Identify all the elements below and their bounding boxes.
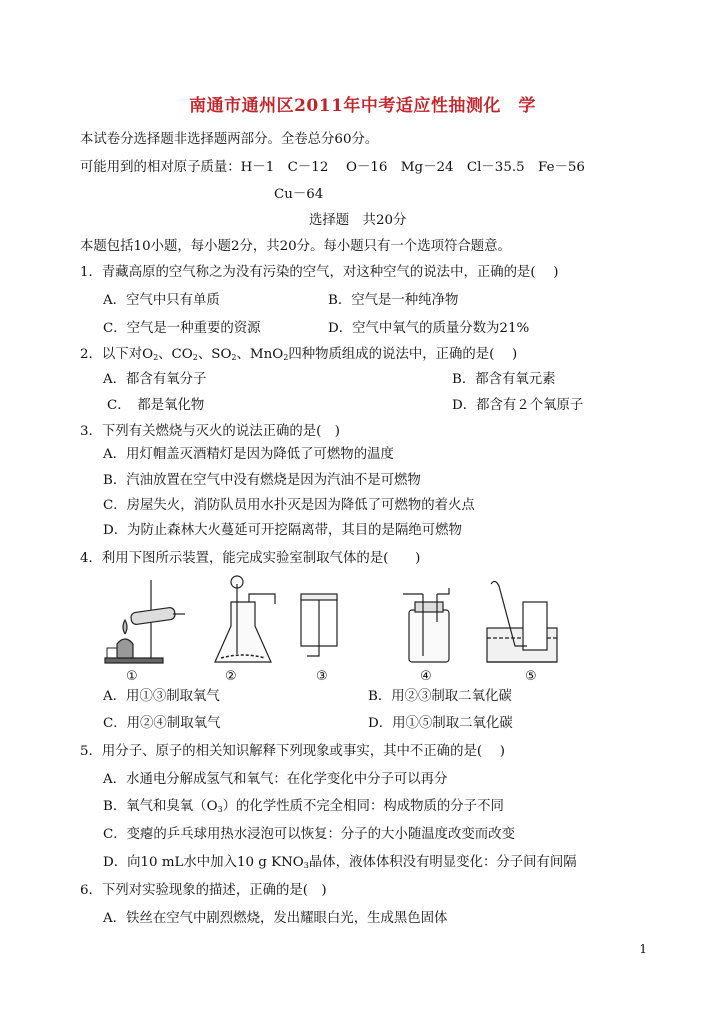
q3-option-a: A．用灯帽盖灭酒精灯是因为降低了可燃物的温度 bbox=[103, 447, 394, 462]
question-2: 2．以下对$O_2$、$CO_2$、$SO_2$、MnO$_2$四种物质组成的说法中，正确的是( ) bbox=[80, 347, 518, 362]
apparatus-3-drawing bbox=[301, 594, 337, 656]
q4-option-b: B．用②③制取二氧化碳 bbox=[368, 689, 512, 704]
atomic-mass-cont: Cu－64 bbox=[274, 187, 324, 202]
section-heading: 选择题 共20分 bbox=[309, 213, 407, 228]
question-1: 1．青藏高原的空气称之为没有污染的空气，对这种空气的说法中，正确的是( ) bbox=[80, 265, 559, 280]
q5-option-b: B．氧气和臭氧$(O_3)$的化学性质不完全相同：构成物质的分子不同 bbox=[103, 799, 504, 814]
question-6: 6．下列对实验现象的描述，正确的是( ) bbox=[80, 883, 327, 898]
q3-option-b: B．汽油放置在空气中没有燃烧是因为汽油不是可燃物 bbox=[103, 473, 421, 488]
q1-option-a: A．空气中只有单质 bbox=[103, 293, 220, 308]
q5-option-c: C．变瘪的乒乓球用热水浸泡可以恢复：分子的大小随温度改变而改变 bbox=[103, 827, 515, 842]
label-apparatus-1: ① bbox=[126, 669, 138, 684]
q1-option-b: B．空气是一种纯净物 bbox=[328, 293, 459, 308]
q6-option-a: A．铁丝在空气中剧烈燃烧，发出耀眼白光，生成黑色固体 bbox=[103, 911, 448, 926]
page-number: 1 bbox=[639, 942, 647, 956]
q4-option-d: D．用①⑤制取二氧化碳 bbox=[368, 716, 513, 731]
q2-option-d: D．都含有２个氧原子 bbox=[452, 398, 584, 413]
q4-option-c: C．用②④制取氧气 bbox=[103, 716, 221, 731]
q5-option-d: D．向10 mL水中加入10 g $KNO_3$晶体，液体体积没有明显变化：分子间有间隔 bbox=[103, 855, 577, 870]
question-4: 4．利用下图所示装置，能完成实验室制取气体的是( ) bbox=[80, 551, 421, 566]
label-apparatus-2: ② bbox=[225, 669, 237, 684]
atomic-mass-line: 可能用到的相对原子质量：H－1 C－12 O－16 Mg－24 Cl－35.5 Fe－56 bbox=[80, 160, 585, 175]
apparatus-5-drawing bbox=[487, 581, 557, 662]
question-5: 5．用分子、原子的相关知识解释下列现象或事实，其中不正确的是( ) bbox=[80, 744, 505, 759]
q5-option-a: A．水通电分解成氢气和氧气：在化学变化中分子可以再分 bbox=[103, 772, 448, 787]
q2-option-a: A．都含有氧分子 bbox=[103, 372, 207, 387]
apparatus-figure bbox=[103, 572, 583, 667]
label-apparatus-5: ⑤ bbox=[525, 669, 537, 684]
q4-option-a: A．用①③制取氧气 bbox=[103, 689, 220, 704]
label-apparatus-3: ③ bbox=[316, 669, 328, 684]
q3-option-d: D．为防止森林大火蔓延可开挖隔离带，其目的是隔绝可燃物 bbox=[103, 523, 462, 538]
q1-option-c: C．空气是一种重要的资源 bbox=[103, 321, 261, 336]
q2-option-c: C． 都是氧化物 bbox=[107, 398, 205, 413]
q3-option-c: C．房屋失火，消防队员用水扑灭是因为降低了可燃物的着火点 bbox=[103, 498, 475, 513]
page-title: 南通市通州区2011年中考适应性抽测化 学 bbox=[189, 96, 536, 116]
apparatus-4-drawing bbox=[403, 588, 449, 662]
q1-option-d: D．空气中氧气的质量分数为21% bbox=[328, 321, 530, 336]
intro-line: 本试卷分选择题非选择题两部分。全卷总分60分。 bbox=[80, 132, 379, 147]
section-note: 本题包括10小题，每小题2分，共20分。每小题只有一个选项符合题意。 bbox=[80, 239, 511, 254]
q2-option-b: B．都含有氧元素 bbox=[452, 372, 556, 387]
apparatus-1-drawing bbox=[105, 580, 185, 663]
apparatus-2-drawing bbox=[215, 576, 275, 662]
label-apparatus-4: ④ bbox=[420, 669, 432, 684]
question-3: 3．下列有关燃烧与灭火的说法正确的是( ) bbox=[80, 424, 340, 439]
